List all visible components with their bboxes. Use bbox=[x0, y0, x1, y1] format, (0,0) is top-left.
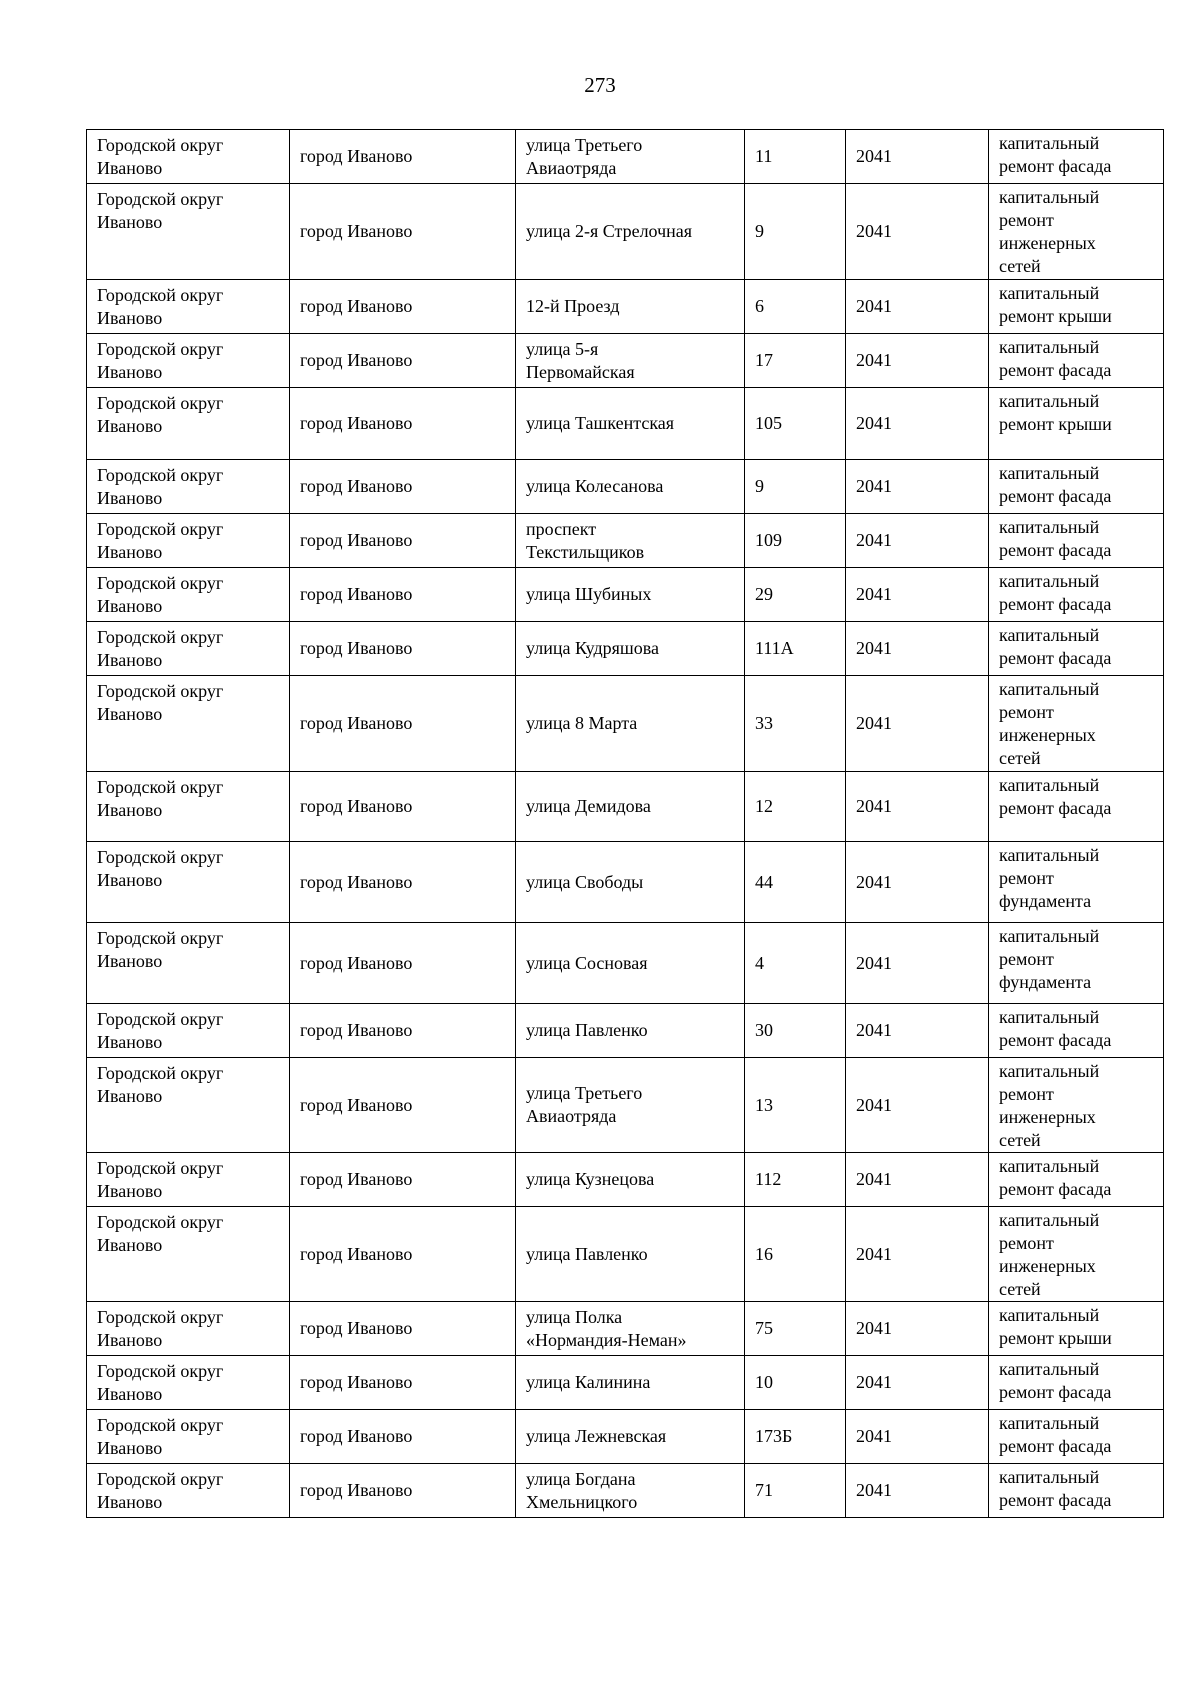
district-cell-line: Городской округ bbox=[97, 1361, 224, 1381]
house-number-cell: 105 bbox=[745, 388, 846, 460]
year-cell: 2041 bbox=[846, 1153, 989, 1207]
work-type-cell-line: ремонт bbox=[999, 949, 1054, 969]
table-row bbox=[87, 334, 1164, 388]
settlement-cell bbox=[290, 280, 516, 334]
work-type-cell-line: сетей bbox=[999, 1279, 1041, 1299]
street-cell-line: улица Кузнецова bbox=[526, 1169, 655, 1189]
table-row bbox=[87, 1302, 1164, 1356]
district-cell-line: Городской округ bbox=[97, 681, 224, 701]
street-cell-line: Текстильщиков bbox=[526, 541, 645, 562]
district-cell-line: Городской округ bbox=[97, 189, 224, 209]
street-cell-line: «Нормандия-Неман» bbox=[526, 1329, 687, 1350]
work-type-cell-line: ремонт bbox=[999, 1084, 1054, 1104]
street-cell bbox=[516, 1153, 745, 1207]
street-cell-line: улица Колесанова bbox=[526, 476, 664, 496]
street-cell bbox=[516, 1356, 745, 1410]
work-type-cell-line: капитальный bbox=[999, 1413, 1100, 1433]
district-cell-line: Иваново bbox=[97, 1438, 163, 1458]
work-type-cell-line: капитальный bbox=[999, 337, 1100, 357]
district-cell-line: Иваново bbox=[97, 1330, 163, 1350]
settlement-cell bbox=[290, 1410, 516, 1464]
work-type-cell-line: ремонт фасада bbox=[999, 156, 1112, 176]
table-row bbox=[87, 1207, 1164, 1302]
table-row bbox=[87, 1004, 1164, 1058]
work-type-cell-line: ремонт фасада bbox=[999, 798, 1112, 818]
settlement-cell-line: город Иваново bbox=[300, 413, 413, 433]
year-cell: 2041 bbox=[846, 1004, 989, 1058]
settlement-cell-line: город Иваново bbox=[300, 1318, 413, 1338]
work-type-cell-line: ремонт фасада bbox=[999, 1030, 1112, 1050]
year-cell: 2041 bbox=[846, 280, 989, 334]
street-cell-line: улица Ташкентская bbox=[526, 413, 675, 433]
house-number-cell: 30 bbox=[745, 1004, 846, 1058]
street-cell bbox=[516, 460, 745, 514]
work-type-cell bbox=[989, 1464, 1164, 1518]
work-type-cell bbox=[989, 1058, 1164, 1153]
settlement-cell-line: город Иваново bbox=[300, 296, 413, 316]
house-number-cell: 75 bbox=[745, 1302, 846, 1356]
district-cell-line: Городской округ bbox=[97, 1415, 224, 1435]
work-type-cell-line: ремонт фасада bbox=[999, 1382, 1112, 1402]
district-cell-line: Иваново bbox=[97, 1235, 163, 1255]
settlement-cell bbox=[290, 1058, 516, 1153]
work-type-cell-line: ремонт фасада bbox=[999, 1179, 1112, 1199]
district-cell bbox=[87, 388, 290, 460]
street-cell-line: улица Демидова bbox=[526, 796, 651, 816]
street-cell-line: улица Свободы bbox=[526, 871, 644, 892]
settlement-cell bbox=[290, 514, 516, 568]
repair-schedule-table bbox=[86, 129, 1164, 1518]
settlement-cell bbox=[290, 460, 516, 514]
work-type-cell-line: ремонт крыши bbox=[999, 414, 1112, 434]
work-type-cell-line: фундамента bbox=[999, 891, 1092, 911]
street-cell bbox=[516, 334, 745, 388]
settlement-cell-line: город Иваново bbox=[300, 146, 413, 166]
street-cell-line: улица Сосновая bbox=[526, 952, 648, 973]
district-cell bbox=[87, 1058, 290, 1153]
house-number-cell: 71 bbox=[745, 1464, 846, 1518]
work-type-cell-line: ремонт фасада bbox=[999, 648, 1112, 668]
settlement-cell bbox=[290, 622, 516, 676]
work-type-cell-line: капитальный bbox=[999, 187, 1100, 207]
work-type-cell-line: сетей bbox=[999, 748, 1041, 768]
work-type-cell-line: инженерных bbox=[999, 725, 1096, 745]
work-type-cell bbox=[989, 1004, 1164, 1058]
settlement-cell bbox=[290, 1004, 516, 1058]
district-cell-line: Иваново bbox=[97, 362, 163, 382]
district-cell-line: Иваново bbox=[97, 158, 163, 178]
district-cell bbox=[87, 842, 290, 923]
house-number-cell: 29 bbox=[745, 568, 846, 622]
street-cell bbox=[516, 1302, 745, 1356]
district-cell bbox=[87, 184, 290, 280]
house-number-cell: 44 bbox=[745, 842, 846, 923]
work-type-cell-line: капитальный bbox=[999, 1210, 1100, 1230]
work-type-cell-line: ремонт bbox=[999, 210, 1054, 230]
street-cell-line: Авиаотряда bbox=[526, 1106, 617, 1126]
settlement-cell-line: город Иваново bbox=[300, 584, 413, 604]
district-cell-line: Иваново bbox=[97, 704, 163, 724]
district-cell-line: Городской округ bbox=[97, 1063, 224, 1083]
work-type-cell-line: капитальный bbox=[999, 463, 1100, 483]
work-type-cell bbox=[989, 622, 1164, 676]
work-type-cell-line: ремонт bbox=[999, 868, 1054, 888]
district-cell-line: Городской округ bbox=[97, 1469, 224, 1489]
street-cell-line: улица Шубиных bbox=[526, 584, 652, 604]
district-cell-line: Иваново bbox=[97, 650, 163, 670]
house-number-cell: 13 bbox=[745, 1058, 846, 1153]
district-cell-line: Иваново bbox=[97, 1032, 163, 1052]
work-type-cell-line: ремонт фасада bbox=[999, 1436, 1112, 1456]
year-cell: 2041 bbox=[846, 184, 989, 280]
street-cell-line: 12-й Проезд bbox=[526, 296, 620, 316]
district-cell bbox=[87, 280, 290, 334]
district-cell-line: Городской округ bbox=[97, 1009, 224, 1029]
settlement-cell-line: город Иваново bbox=[300, 1426, 413, 1446]
district-cell-line: Городской округ bbox=[97, 1307, 224, 1327]
settlement-cell-line: город Иваново bbox=[300, 530, 413, 550]
house-number-cell: 9 bbox=[745, 184, 846, 280]
settlement-cell bbox=[290, 334, 516, 388]
work-type-cell bbox=[989, 460, 1164, 514]
house-number-cell: 11 bbox=[745, 130, 846, 184]
settlement-cell-line: город Иваново bbox=[300, 221, 413, 241]
street-cell bbox=[516, 280, 745, 334]
settlement-cell bbox=[290, 1464, 516, 1518]
street-cell bbox=[516, 1004, 745, 1058]
district-cell-line: Городской округ bbox=[97, 928, 224, 948]
work-type-cell bbox=[989, 334, 1164, 388]
street-cell-line: улица 2-я Стрелочная bbox=[526, 221, 693, 241]
work-type-cell-line: ремонт фасада bbox=[999, 360, 1112, 380]
house-number-cell: 33 bbox=[745, 676, 846, 772]
table-row bbox=[87, 622, 1164, 676]
district-cell-line: Иваново bbox=[97, 308, 163, 328]
year-cell: 2041 bbox=[846, 676, 989, 772]
district-cell-line: Иваново bbox=[97, 416, 163, 436]
street-cell-line: Авиаотряда bbox=[526, 157, 617, 178]
year-cell: 2041 bbox=[846, 1464, 989, 1518]
settlement-cell bbox=[290, 676, 516, 772]
settlement-cell bbox=[290, 568, 516, 622]
settlement-cell bbox=[290, 184, 516, 280]
work-type-cell-line: ремонт фасада bbox=[999, 1490, 1112, 1510]
settlement-cell bbox=[290, 923, 516, 1004]
street-cell bbox=[516, 514, 745, 568]
work-type-cell bbox=[989, 388, 1164, 460]
district-cell-line: Иваново bbox=[97, 596, 163, 616]
work-type-cell bbox=[989, 1207, 1164, 1302]
district-cell-line: Городской округ bbox=[97, 627, 224, 647]
table-row bbox=[87, 923, 1164, 1004]
table-row bbox=[87, 568, 1164, 622]
year-cell: 2041 bbox=[846, 1207, 989, 1302]
settlement-cell bbox=[290, 1356, 516, 1410]
street-cell bbox=[516, 568, 745, 622]
work-type-cell bbox=[989, 676, 1164, 772]
street-cell bbox=[516, 1464, 745, 1518]
year-cell: 2041 bbox=[846, 1302, 989, 1356]
table-row bbox=[87, 1356, 1164, 1410]
settlement-cell-line: город Иваново bbox=[300, 1020, 413, 1040]
district-cell-line: Городской округ bbox=[97, 519, 224, 539]
district-cell-line: Иваново bbox=[97, 1492, 163, 1512]
district-cell-line: Иваново bbox=[97, 1086, 163, 1106]
street-cell bbox=[516, 923, 745, 1004]
district-cell bbox=[87, 772, 290, 842]
work-type-cell-line: капитальный bbox=[999, 133, 1100, 153]
table-row bbox=[87, 842, 1164, 923]
settlement-cell-line: город Иваново bbox=[300, 952, 413, 973]
work-type-cell-line: капитальный bbox=[999, 517, 1100, 537]
year-cell: 2041 bbox=[846, 1058, 989, 1153]
work-type-cell-line: капитальный bbox=[999, 571, 1100, 591]
work-type-cell bbox=[989, 280, 1164, 334]
house-number-cell: 6 bbox=[745, 280, 846, 334]
page-number: 273 bbox=[584, 73, 616, 97]
district-cell-line: Иваново bbox=[97, 542, 163, 562]
table-row bbox=[87, 514, 1164, 568]
work-type-cell bbox=[989, 923, 1164, 1004]
street-cell bbox=[516, 842, 745, 923]
district-cell-line: Городской округ bbox=[97, 1158, 224, 1178]
year-cell: 2041 bbox=[846, 130, 989, 184]
house-number-cell: 16 bbox=[745, 1207, 846, 1302]
work-type-cell bbox=[989, 514, 1164, 568]
settlement-cell bbox=[290, 1207, 516, 1302]
settlement-cell-line: город Иваново bbox=[300, 476, 413, 496]
settlement-cell bbox=[290, 842, 516, 923]
street-cell-line: улица 5-я bbox=[526, 338, 599, 359]
table-row bbox=[87, 1464, 1164, 1518]
district-cell bbox=[87, 1410, 290, 1464]
work-type-cell-line: инженерных bbox=[999, 1107, 1096, 1127]
settlement-cell-line: город Иваново bbox=[300, 1094, 413, 1115]
work-type-cell-line: ремонт фасада bbox=[999, 486, 1112, 506]
settlement-cell bbox=[290, 1302, 516, 1356]
district-cell bbox=[87, 1207, 290, 1302]
work-type-cell-line: капитальный bbox=[999, 391, 1100, 411]
street-cell-line: улица Павленко bbox=[526, 1243, 648, 1264]
district-cell-line: Иваново bbox=[97, 800, 163, 820]
work-type-cell-line: ремонт крыши bbox=[999, 306, 1112, 326]
district-cell-line: Городской округ bbox=[97, 465, 224, 485]
work-type-cell bbox=[989, 772, 1164, 842]
work-type-cell-line: капитальный bbox=[999, 679, 1100, 699]
work-type-cell bbox=[989, 130, 1164, 184]
district-cell bbox=[87, 514, 290, 568]
street-cell-line: улица Полка bbox=[526, 1306, 623, 1327]
district-cell-line: Городской округ bbox=[97, 135, 224, 155]
district-cell bbox=[87, 334, 290, 388]
street-cell-line: улица Богдана bbox=[526, 1468, 636, 1489]
table-row bbox=[87, 280, 1164, 334]
work-type-cell-line: капитальный bbox=[999, 625, 1100, 645]
settlement-cell bbox=[290, 388, 516, 460]
year-cell: 2041 bbox=[846, 514, 989, 568]
work-type-cell-line: ремонт bbox=[999, 1233, 1054, 1253]
house-number-cell: 109 bbox=[745, 514, 846, 568]
house-number-cell: 10 bbox=[745, 1356, 846, 1410]
work-type-cell-line: сетей bbox=[999, 256, 1041, 276]
work-type-cell-line: ремонт фасада bbox=[999, 594, 1112, 614]
work-type-cell-line: капитальный bbox=[999, 1156, 1100, 1176]
work-type-cell-line: фундамента bbox=[999, 972, 1092, 992]
table-row bbox=[87, 676, 1164, 772]
district-cell-line: Городской округ bbox=[97, 777, 224, 797]
house-number-cell: 111А bbox=[745, 622, 846, 676]
year-cell: 2041 bbox=[846, 622, 989, 676]
district-cell-line: Иваново bbox=[97, 488, 163, 508]
street-cell-line: улица Кудряшова bbox=[526, 638, 660, 658]
street-cell-line: улица 8 Марта bbox=[526, 713, 638, 733]
street-cell-line: Хмельницкого bbox=[526, 1491, 638, 1512]
work-type-cell-line: инженерных bbox=[999, 1256, 1096, 1276]
street-cell bbox=[516, 184, 745, 280]
work-type-cell-line: капитальный bbox=[999, 1007, 1100, 1027]
street-cell bbox=[516, 1058, 745, 1153]
district-cell-line: Иваново bbox=[97, 212, 163, 232]
settlement-cell-line: город Иваново bbox=[300, 350, 413, 370]
table-row bbox=[87, 130, 1164, 184]
work-type-cell bbox=[989, 842, 1164, 923]
district-cell bbox=[87, 1464, 290, 1518]
settlement-cell-line: город Иваново bbox=[300, 1243, 413, 1264]
year-cell: 2041 bbox=[846, 842, 989, 923]
district-cell-line: Городской округ bbox=[97, 573, 224, 593]
district-cell bbox=[87, 1302, 290, 1356]
year-cell: 2041 bbox=[846, 1410, 989, 1464]
district-cell bbox=[87, 1004, 290, 1058]
work-type-cell bbox=[989, 1356, 1164, 1410]
street-cell bbox=[516, 1207, 745, 1302]
settlement-cell bbox=[290, 772, 516, 842]
house-number-cell: 112 bbox=[745, 1153, 846, 1207]
district-cell-line: Городской округ bbox=[97, 1212, 224, 1232]
work-type-cell-line: ремонт bbox=[999, 702, 1054, 722]
settlement-cell-line: город Иваново bbox=[300, 713, 413, 733]
street-cell-line: проспект bbox=[526, 518, 597, 539]
work-type-cell-line: капитальный bbox=[999, 1061, 1100, 1081]
table-body bbox=[87, 130, 1164, 1518]
work-type-cell bbox=[989, 1410, 1164, 1464]
year-cell: 2041 bbox=[846, 460, 989, 514]
street-cell-line: улица Третьего bbox=[526, 1083, 643, 1103]
street-cell bbox=[516, 772, 745, 842]
district-cell-line: Иваново bbox=[97, 870, 163, 890]
work-type-cell-line: сетей bbox=[999, 1130, 1041, 1150]
district-cell-line: Иваново bbox=[97, 951, 163, 971]
work-type-cell-line: ремонт крыши bbox=[999, 1328, 1112, 1348]
table-row bbox=[87, 388, 1164, 460]
street-cell-line: Первомайская bbox=[526, 361, 635, 382]
district-cell bbox=[87, 1356, 290, 1410]
work-type-cell-line: капитальный bbox=[999, 1359, 1100, 1379]
work-type-cell-line: ремонт фасада bbox=[999, 540, 1112, 560]
district-cell bbox=[87, 923, 290, 1004]
street-cell bbox=[516, 1410, 745, 1464]
street-cell-line: улица Третьего bbox=[526, 134, 643, 155]
house-number-cell: 12 bbox=[745, 772, 846, 842]
work-type-cell-line: капитальный bbox=[999, 283, 1100, 303]
settlement-cell-line: город Иваново bbox=[300, 796, 413, 816]
district-cell-line: Городской округ bbox=[97, 339, 224, 359]
year-cell: 2041 bbox=[846, 772, 989, 842]
settlement-cell-line: город Иваново bbox=[300, 1169, 413, 1189]
district-cell-line: Городской округ bbox=[97, 393, 224, 413]
street-cell bbox=[516, 130, 745, 184]
table-row bbox=[87, 184, 1164, 280]
work-type-cell-line: капитальный bbox=[999, 845, 1100, 865]
street-cell bbox=[516, 388, 745, 460]
house-number-cell: 17 bbox=[745, 334, 846, 388]
settlement-cell-line: город Иваново bbox=[300, 1480, 413, 1500]
work-type-cell bbox=[989, 184, 1164, 280]
table-row bbox=[87, 1058, 1164, 1153]
street-cell bbox=[516, 676, 745, 772]
table-row bbox=[87, 772, 1164, 842]
work-type-cell-line: капитальный bbox=[999, 926, 1100, 946]
district-cell bbox=[87, 460, 290, 514]
district-cell-line: Иваново bbox=[97, 1384, 163, 1404]
work-type-cell bbox=[989, 1302, 1164, 1356]
settlement-cell-line: город Иваново bbox=[300, 638, 413, 658]
work-type-cell-line: инженерных bbox=[999, 233, 1096, 253]
work-type-cell bbox=[989, 1153, 1164, 1207]
settlement-cell-line: город Иваново bbox=[300, 871, 413, 892]
house-number-cell: 4 bbox=[745, 923, 846, 1004]
table-row bbox=[87, 1410, 1164, 1464]
district-cell bbox=[87, 568, 290, 622]
house-number-cell: 173Б bbox=[745, 1410, 846, 1464]
year-cell: 2041 bbox=[846, 923, 989, 1004]
house-number-cell: 9 bbox=[745, 460, 846, 514]
work-type-cell bbox=[989, 568, 1164, 622]
street-cell-line: улица Павленко bbox=[526, 1020, 648, 1040]
district-cell-line: Иваново bbox=[97, 1181, 163, 1201]
year-cell: 2041 bbox=[846, 388, 989, 460]
work-type-cell-line: капитальный bbox=[999, 1305, 1100, 1325]
table-row bbox=[87, 460, 1164, 514]
street-cell-line: улица Калинина bbox=[526, 1372, 651, 1392]
settlement-cell bbox=[290, 1153, 516, 1207]
street-cell-line: улица Лежневская bbox=[526, 1426, 667, 1446]
work-type-cell-line: капитальный bbox=[999, 1467, 1100, 1487]
district-cell bbox=[87, 130, 290, 184]
district-cell bbox=[87, 676, 290, 772]
table-row bbox=[87, 1153, 1164, 1207]
settlement-cell bbox=[290, 130, 516, 184]
year-cell: 2041 bbox=[846, 568, 989, 622]
district-cell bbox=[87, 622, 290, 676]
year-cell: 2041 bbox=[846, 1356, 989, 1410]
street-cell bbox=[516, 622, 745, 676]
district-cell-line: Городской округ bbox=[97, 847, 224, 867]
district-cell bbox=[87, 1153, 290, 1207]
work-type-cell-line: капитальный bbox=[999, 775, 1100, 795]
year-cell: 2041 bbox=[846, 334, 989, 388]
district-cell-line: Городской округ bbox=[97, 285, 224, 305]
settlement-cell-line: город Иваново bbox=[300, 1372, 413, 1392]
